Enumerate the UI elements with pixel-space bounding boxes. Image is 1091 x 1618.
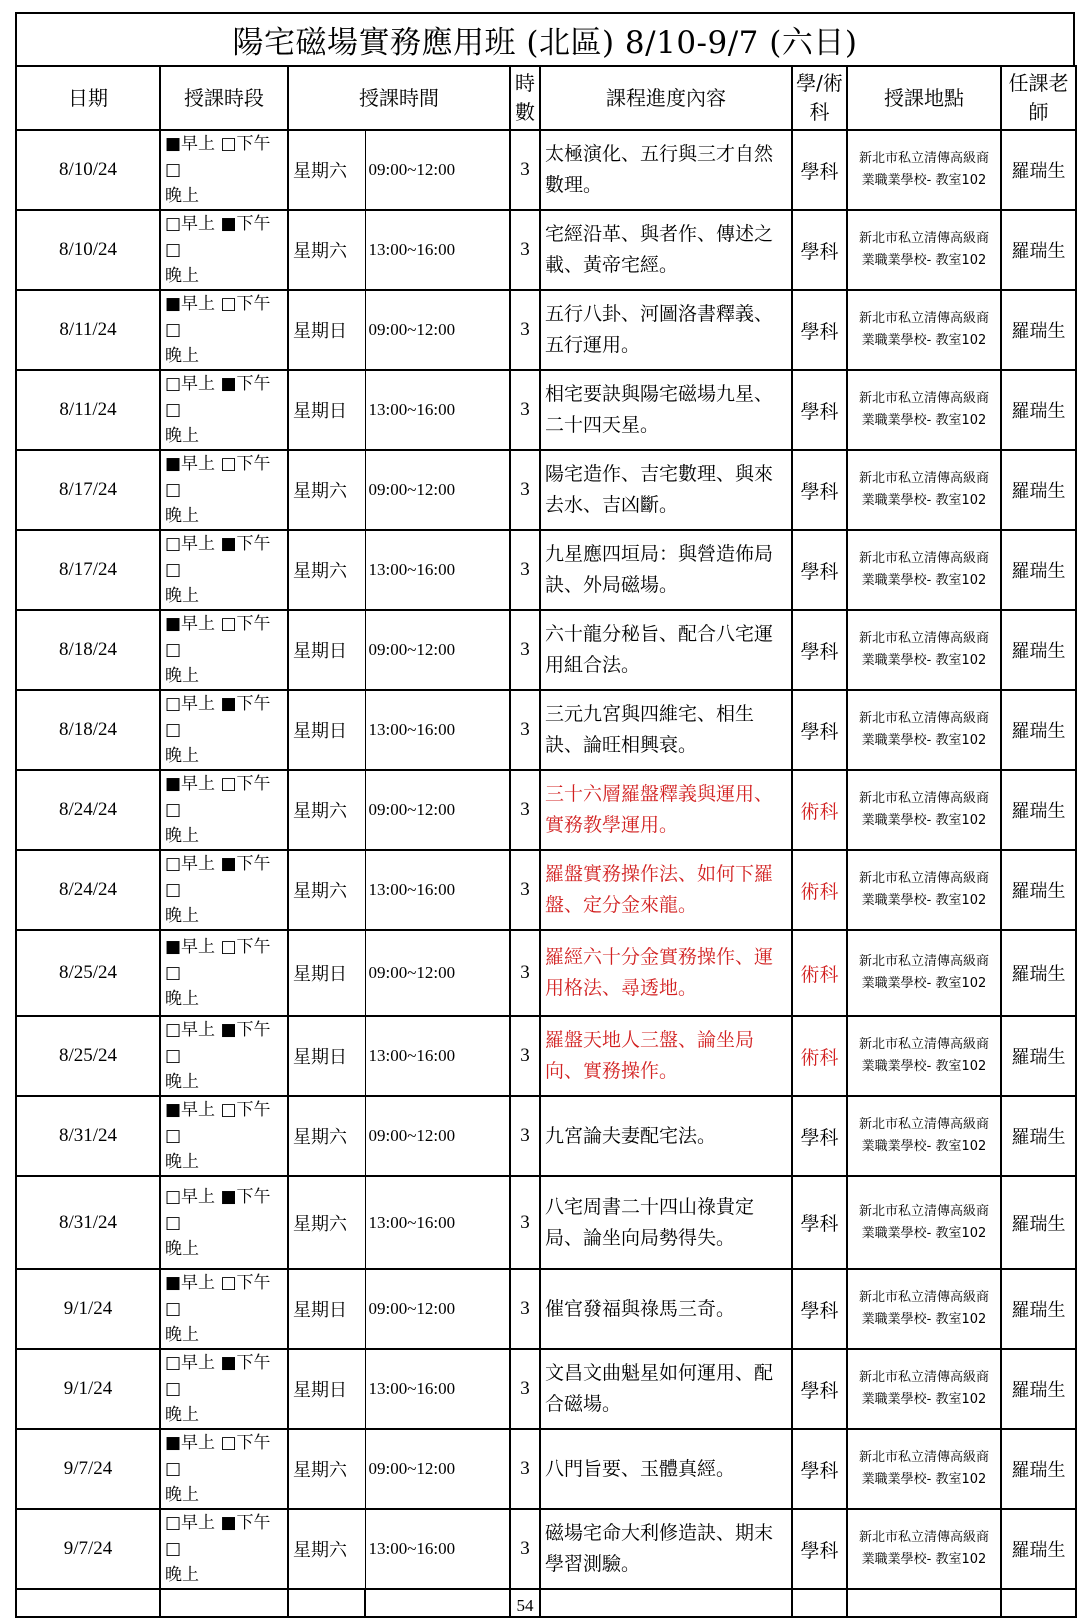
- cell-time: 09:00~12:00: [365, 1269, 510, 1349]
- cell-weekday: 星期日: [288, 930, 365, 1016]
- cell-location: 新北市私立清傳高級商 業職業學校- 教室102: [847, 610, 1001, 690]
- cell-slot: □早上 ■下午 □ 晚上: [160, 530, 288, 610]
- page-title: 陽宅磁場實務應用班 (北區) 8/10-9/7 (六日): [15, 12, 1075, 65]
- cell-hours: 3: [510, 210, 540, 290]
- schedule-table: [15, 65, 1077, 1618]
- cell-type: 學科: [792, 530, 847, 610]
- cell-teacher: 羅瑞生: [1001, 930, 1076, 1016]
- cell-slot: □早上 ■下午 □ 晚上: [160, 1349, 288, 1429]
- cell-location: 新北市私立清傳高級商 業職業學校- 教室102: [847, 930, 1001, 1016]
- cell-content: 文昌文曲魁星如何運用、配合磁場。: [540, 1349, 792, 1429]
- cell-time: 13:00~16:00: [365, 210, 510, 290]
- cell-date: 8/10/24: [16, 130, 160, 210]
- cell-time: 09:00~12:00: [365, 130, 510, 210]
- cell-date: 9/1/24: [16, 1269, 160, 1349]
- cell-slot: □早上 ■下午 □ 晚上: [160, 1509, 288, 1589]
- cell-time: 13:00~16:00: [365, 370, 510, 450]
- cell-location: 新北市私立清傳高級商 業職業學校- 教室102: [847, 690, 1001, 770]
- cell-slot: ■早上 □下午 □ 晚上: [160, 130, 288, 210]
- cell-date: 8/25/24: [16, 1016, 160, 1096]
- cell-time: 13:00~16:00: [365, 530, 510, 610]
- cell-time: 13:00~16:00: [365, 1176, 510, 1269]
- cell-date: 9/1/24: [16, 1349, 160, 1429]
- cell-teacher: 羅瑞生: [1001, 1016, 1076, 1096]
- cell-weekday: 星期六: [288, 530, 365, 610]
- header-content: 課程進度內容: [540, 66, 792, 130]
- cell-type: 學科: [792, 370, 847, 450]
- cell-hours: 3: [510, 1269, 540, 1349]
- cell-teacher: 羅瑞生: [1001, 1269, 1076, 1349]
- header-time: 授課時間: [288, 66, 510, 130]
- cell-location: 新北市私立清傳高級商 業職業學校- 教室102: [847, 1429, 1001, 1509]
- cell-hours: 3: [510, 610, 540, 690]
- header-hours: 時 數: [510, 66, 540, 130]
- table-row: [16, 210, 1076, 290]
- cell-weekday: 星期日: [288, 610, 365, 690]
- cell-location: 新北市私立清傳高級商 業職業學校- 教室102: [847, 1096, 1001, 1176]
- footer-row: [16, 1589, 1076, 1617]
- cell-slot: ■早上 □下午 □ 晚上: [160, 770, 288, 850]
- cell-location: 新北市私立清傳高級商 業職業學校- 教室102: [847, 1349, 1001, 1429]
- cell-teacher: 羅瑞生: [1001, 610, 1076, 690]
- cell-teacher: 羅瑞生: [1001, 370, 1076, 450]
- cell-content: 羅經六十分金實務操作、運用格法、尋透地。: [540, 930, 792, 1016]
- table-row: [16, 850, 1076, 930]
- cell-hours: 3: [510, 450, 540, 530]
- table-row: [16, 690, 1076, 770]
- cell-type: 學科: [792, 610, 847, 690]
- header-slot: 授課時段: [160, 66, 288, 130]
- cell-date: 8/25/24: [16, 930, 160, 1016]
- table-row: [16, 130, 1076, 210]
- cell-content: 羅盤實務操作法、如何下羅盤、定分金來龍。: [540, 850, 792, 930]
- cell-hours: 3: [510, 690, 540, 770]
- cell-weekday: 星期六: [288, 1176, 365, 1269]
- cell-slot: ■早上 □下午 □ 晚上: [160, 290, 288, 370]
- cell-teacher: 羅瑞生: [1001, 130, 1076, 210]
- cell-teacher: 羅瑞生: [1001, 1509, 1076, 1589]
- cell-weekday: 星期日: [288, 1016, 365, 1096]
- cell-date: 8/11/24: [16, 370, 160, 450]
- cell-hours: 3: [510, 1429, 540, 1509]
- cell-slot: ■早上 □下午 □ 晚上: [160, 1096, 288, 1176]
- cell-date: 8/24/24: [16, 770, 160, 850]
- cell-type: 學科: [792, 1429, 847, 1509]
- header-date: 日期: [16, 66, 160, 130]
- cell-date: 8/31/24: [16, 1096, 160, 1176]
- cell-teacher: 羅瑞生: [1001, 530, 1076, 610]
- cell-weekday: 星期六: [288, 850, 365, 930]
- table-row: [16, 290, 1076, 370]
- cell-location: 新北市私立清傳高級商 業職業學校- 教室102: [847, 210, 1001, 290]
- cell-teacher: 羅瑞生: [1001, 1096, 1076, 1176]
- cell-hours: 3: [510, 1016, 540, 1096]
- cell-location: 新北市私立清傳高級商 業職業學校- 教室102: [847, 850, 1001, 930]
- cell-slot: ■早上 □下午 □ 晚上: [160, 1429, 288, 1509]
- cell-type: 學科: [792, 1349, 847, 1429]
- cell-time: 13:00~16:00: [365, 1016, 510, 1096]
- cell-time: 09:00~12:00: [365, 770, 510, 850]
- cell-type: 學科: [792, 1509, 847, 1589]
- header-row: [16, 66, 1076, 130]
- cell-teacher: 羅瑞生: [1001, 210, 1076, 290]
- table-row: [16, 770, 1076, 850]
- cell-teacher: 羅瑞生: [1001, 1429, 1076, 1509]
- cell-type: 學科: [792, 450, 847, 530]
- cell-slot: □早上 ■下午 □ 晚上: [160, 1016, 288, 1096]
- cell-hours: 3: [510, 1349, 540, 1429]
- cell-date: 9/7/24: [16, 1509, 160, 1589]
- cell-date: 8/17/24: [16, 450, 160, 530]
- cell-weekday: 星期六: [288, 210, 365, 290]
- cell-teacher: 羅瑞生: [1001, 1349, 1076, 1429]
- cell-type: 學科: [792, 690, 847, 770]
- cell-date: 8/17/24: [16, 530, 160, 610]
- cell-time: 09:00~12:00: [365, 930, 510, 1016]
- cell-weekday: 星期六: [288, 1096, 365, 1176]
- cell-type: 學科: [792, 1176, 847, 1269]
- table-row: [16, 530, 1076, 610]
- cell-content: 催官發福與祿馬三奇。: [540, 1269, 792, 1349]
- schedule-page: [15, 12, 1075, 1618]
- cell-hours: 3: [510, 1096, 540, 1176]
- table-row: [16, 450, 1076, 530]
- cell-type: 學科: [792, 290, 847, 370]
- cell-time: 09:00~12:00: [365, 610, 510, 690]
- cell-teacher: 羅瑞生: [1001, 770, 1076, 850]
- cell-hours: 3: [510, 290, 540, 370]
- cell-type: 術科: [792, 770, 847, 850]
- cell-location: 新北市私立清傳高級商 業職業學校- 教室102: [847, 1016, 1001, 1096]
- cell-location: 新北市私立清傳高級商 業職業學校- 教室102: [847, 370, 1001, 450]
- cell-slot: □早上 ■下午 □ 晚上: [160, 1176, 288, 1269]
- cell-time: 09:00~12:00: [365, 1429, 510, 1509]
- table-row: [16, 370, 1076, 450]
- cell-weekday: 星期日: [288, 370, 365, 450]
- cell-content: 磁場宅命大利修造訣、期末學習測驗。: [540, 1509, 792, 1589]
- cell-content: 八宅周書二十四山祿貴定局、論坐向局勢得失。: [540, 1176, 792, 1269]
- cell-location: 新北市私立清傳高級商 業職業學校- 教室102: [847, 770, 1001, 850]
- cell-weekday: 星期六: [288, 770, 365, 850]
- table-row: [16, 1269, 1076, 1349]
- cell-location: 新北市私立清傳高級商 業職業學校- 教室102: [847, 1176, 1001, 1269]
- cell-time: 13:00~16:00: [365, 1349, 510, 1429]
- cell-hours: 3: [510, 130, 540, 210]
- cell-time: 09:00~12:00: [365, 1096, 510, 1176]
- cell-slot: ■早上 □下午 □ 晚上: [160, 450, 288, 530]
- cell-teacher: 羅瑞生: [1001, 690, 1076, 770]
- cell-type: 學科: [792, 1269, 847, 1349]
- cell-time: 13:00~16:00: [365, 850, 510, 930]
- cell-content: 五行八卦、河圖洛書釋義、五行運用。: [540, 290, 792, 370]
- cell-slot: ■早上 □下午 □ 晚上: [160, 930, 288, 1016]
- cell-type: 術科: [792, 930, 847, 1016]
- cell-time: 09:00~12:00: [365, 450, 510, 530]
- cell-date: 8/24/24: [16, 850, 160, 930]
- cell-slot: ■早上 □下午 □ 晚上: [160, 610, 288, 690]
- cell-location: 新北市私立清傳高級商 業職業學校- 教室102: [847, 1269, 1001, 1349]
- cell-location: 新北市私立清傳高級商 業職業學校- 教室102: [847, 530, 1001, 610]
- cell-content: 太極演化、五行與三才自然數理。: [540, 130, 792, 210]
- table-row: [16, 1509, 1076, 1589]
- header-location: 授課地點: [847, 66, 1001, 130]
- table-row: [16, 1096, 1076, 1176]
- cell-type: 術科: [792, 1016, 847, 1096]
- cell-content: 八門旨要、玉體真經。: [540, 1429, 792, 1509]
- cell-hours: 3: [510, 850, 540, 930]
- cell-weekday: 星期日: [288, 690, 365, 770]
- cell-location: 新北市私立清傳高級商 業職業學校- 教室102: [847, 130, 1001, 210]
- table-row: [16, 930, 1076, 1016]
- cell-location: 新北市私立清傳高級商 業職業學校- 教室102: [847, 1509, 1001, 1589]
- cell-hours: 3: [510, 1509, 540, 1589]
- cell-type: 學科: [792, 1096, 847, 1176]
- schedule-rows: [16, 130, 1076, 1589]
- cell-slot: □早上 ■下午 □ 晚上: [160, 370, 288, 450]
- cell-type: 學科: [792, 210, 847, 290]
- cell-weekday: 星期日: [288, 1269, 365, 1349]
- cell-date: 8/10/24: [16, 210, 160, 290]
- cell-slot: □早上 ■下午 □ 晚上: [160, 690, 288, 770]
- header-teacher: 任課老 師: [1001, 66, 1076, 130]
- cell-slot: □早上 ■下午 □ 晚上: [160, 850, 288, 930]
- cell-teacher: 羅瑞生: [1001, 1176, 1076, 1269]
- table-row: [16, 1176, 1076, 1269]
- cell-hours: 3: [510, 930, 540, 1016]
- cell-content: 陽宅造作、吉宅數理、與來去水、吉凶斷。: [540, 450, 792, 530]
- cell-teacher: 羅瑞生: [1001, 450, 1076, 530]
- cell-location: 新北市私立清傳高級商 業職業學校- 教室102: [847, 450, 1001, 530]
- cell-content: 宅經沿革、與者作、傳述之載、黃帝宅經。: [540, 210, 792, 290]
- cell-hours: 3: [510, 530, 540, 610]
- page-number: 54: [510, 1589, 540, 1617]
- cell-content: 三十六層羅盤釋義與運用、實務教學運用。: [540, 770, 792, 850]
- table-row: [16, 1429, 1076, 1509]
- cell-hours: 3: [510, 1176, 540, 1269]
- cell-content: 相宅要訣與陽宅磁場九星、二十四天星。: [540, 370, 792, 450]
- cell-location: 新北市私立清傳高級商 業職業學校- 教室102: [847, 290, 1001, 370]
- cell-hours: 3: [510, 770, 540, 850]
- cell-hours: 3: [510, 370, 540, 450]
- cell-time: 13:00~16:00: [365, 1509, 510, 1589]
- cell-content: 九宮論夫妻配宅法。: [540, 1096, 792, 1176]
- cell-type: 學科: [792, 130, 847, 210]
- cell-content: 六十龍分秘旨、配合八宅運用組合法。: [540, 610, 792, 690]
- cell-type: 術科: [792, 850, 847, 930]
- cell-weekday: 星期日: [288, 1349, 365, 1429]
- cell-date: 8/31/24: [16, 1176, 160, 1269]
- header-type: 學/術 科: [792, 66, 847, 130]
- cell-time: 09:00~12:00: [365, 290, 510, 370]
- cell-slot: ■早上 □下午 □ 晚上: [160, 1269, 288, 1349]
- cell-teacher: 羅瑞生: [1001, 290, 1076, 370]
- table-row: [16, 1016, 1076, 1096]
- cell-weekday: 星期六: [288, 1429, 365, 1509]
- cell-slot: □早上 ■下午 □ 晚上: [160, 210, 288, 290]
- cell-time: 13:00~16:00: [365, 690, 510, 770]
- table-row: [16, 1349, 1076, 1429]
- table-row: [16, 610, 1076, 690]
- cell-content: 三元九宮與四維宅、相生訣、論旺相興衰。: [540, 690, 792, 770]
- cell-content: 九星應四垣局：與營造佈局訣、外局磁場。: [540, 530, 792, 610]
- cell-date: 8/18/24: [16, 610, 160, 690]
- cell-teacher: 羅瑞生: [1001, 850, 1076, 930]
- cell-weekday: 星期六: [288, 450, 365, 530]
- cell-weekday: 星期日: [288, 290, 365, 370]
- cell-content: 羅盤天地人三盤、論坐局向、實務操作。: [540, 1016, 792, 1096]
- cell-date: 8/18/24: [16, 690, 160, 770]
- cell-date: 8/11/24: [16, 290, 160, 370]
- cell-weekday: 星期六: [288, 130, 365, 210]
- cell-weekday: 星期六: [288, 1509, 365, 1589]
- cell-date: 9/7/24: [16, 1429, 160, 1509]
